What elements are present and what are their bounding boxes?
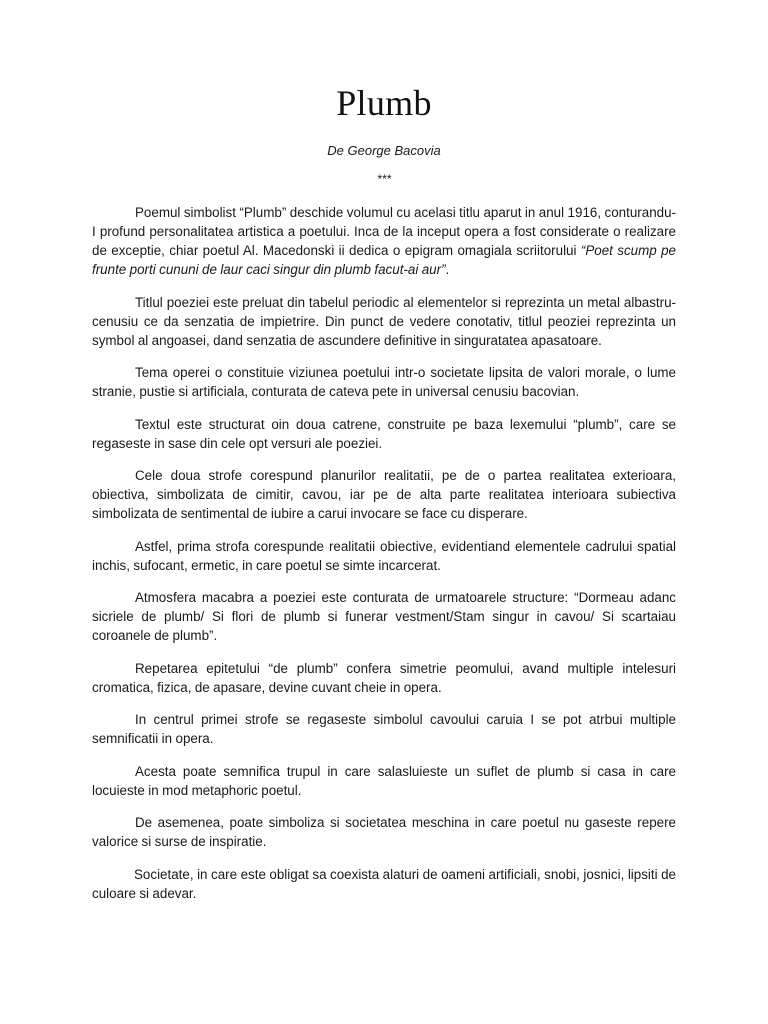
section-separator: *** [376,172,391,186]
paragraph-meaning: Acesta poate semnifica trupul in care salasluieste un suflet de plumb si casa in care locuieste in mod metaphoric poetul. [92,763,676,798]
epigram-quote: “Poet scump pe frunte porti cununi de laur caci singur din plumb facut-ai aur” [92,243,676,278]
paragraph-symbol: In centrul primei strofe se regaseste simbolul cavoului caruia I se pot atrbui multiple semnificatii in opera. [92,712,676,747]
paragraph-first-strophe: Astfel, prima strofa corespunde realitatii obiective, evidentiand elementele cadrului spatial inchis, sufocant, ermetic, in care poetul se simte incarcerat. [92,538,676,573]
paragraph-society: De asemenea, poate simboliza si societatea meschina in care poetul nu gaseste repere valorice si surse de inspiratie. [92,815,676,850]
document-author: De George Bacovia [327,143,441,158]
paragraph-intro-tail: . [445,262,450,278]
paragraph-atmosphere: Atmosfera macabra a poeziei este conturata de urmatoarele structure: “Dormeau adanc sicriele de plumb/ Si flori de plumb si funerar vestment/Stam singur in cavou/ Si scartaiau coroanele de plumb”. [92,590,676,644]
paragraph-conclusion: Societate, in care este obligat sa coexista alaturi de oameni artificiali, snobi, josnici, lipsiti de culoare si adevar. [92,866,676,901]
paragraph-intro [92,203,676,279]
paragraph-title-meaning: Titlul poeziei este preluat din tabelul periodic al elementelor si reprezinta un metal albastru-cenusiu ce da senzatia de impietrire. Din punct de vedere conotativ, titlul peoziei reprezinta un symbol al angoasei, dand senzatia de ascundere definitive in singuratatea apasatoare. [92,294,676,348]
document-body [92,203,676,916]
document-title: Plumb [336,83,432,123]
paragraph-intro-text: Poemul simbolist “Plumb” deschide volumul cu acelasi titlu aparut in anul 1916, conturandu-I profund personalitatea artistica a poetului. Inca de la inceput opera a fost considerate o realizare de exceptie, chiar poetul Al. Macedonski ii dedica o epigram omagiala scriitorului [92,205,676,259]
paragraph-structure: Textul este structurat oin doua catrene, construite pe baza lexemului “plumb”, care se regaseste in sase din cele opt versuri ale poeziei. [92,416,676,451]
paragraph-epithet: Repetarea epitetului “de plumb” confera simetrie peomului, avand multiple intelesuri cromatica, fizica, de apasare, devine cuvant cheie in opera. [92,660,676,695]
paragraph-theme: Tema operei o constituie viziunea poetului intr-o societate lipsita de valori morale, o lume stranie, pustie si artificiala, conturata de cateva pete in universal cenusiu bacovian. [92,365,676,400]
paragraph-strophes: Cele doua strofe corespund planurilor realitatii, pe de o partea realitatea exterioara, obiectiva, simbolizata de cimitir, cavou, iar pe de alta parte realitatea interioara subiectiva simbolizata de sentimental de iubire a carui invocare se face cu disperare. [92,468,676,522]
